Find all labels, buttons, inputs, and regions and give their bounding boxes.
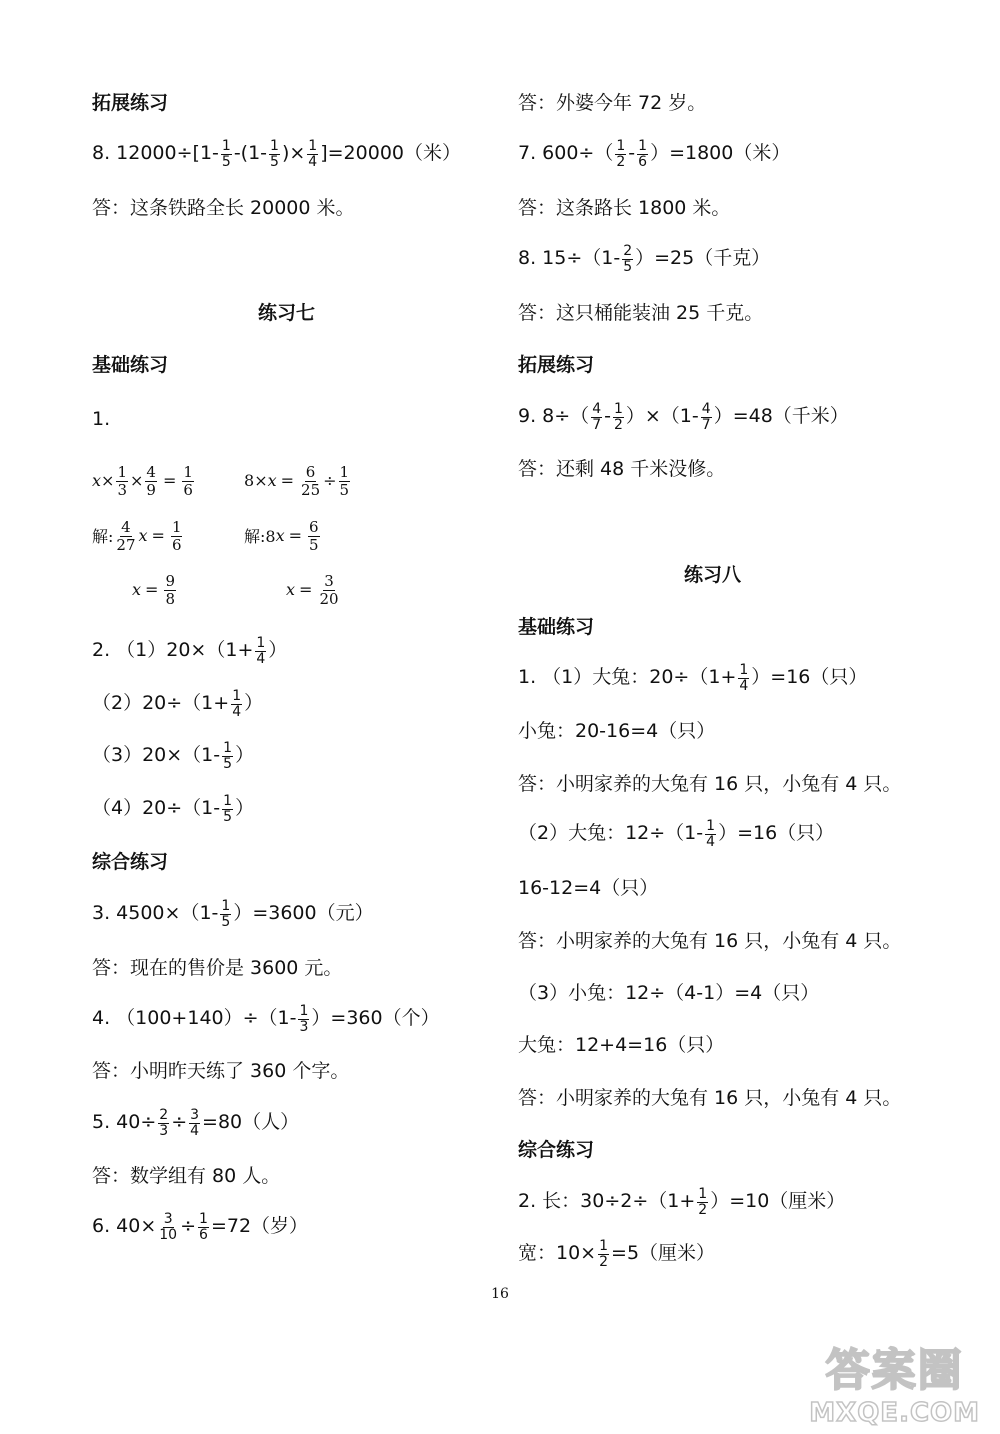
watermark-logo-text: 答案圈 xyxy=(825,1345,964,1396)
section-heading-basic: 基础练习 xyxy=(518,616,595,638)
equation-solution-1a: 解: $\frac{4}{27}$ x = $\frac{1}{6}$ xyxy=(92,517,182,554)
question-4-expression: 4. （100+140）÷（1- $\frac{1}{3}$ ）=360（个） xyxy=(92,1002,440,1035)
fraction: $\frac{3}{4}$ xyxy=(190,1106,200,1139)
fraction: $\frac{1}{6}$ xyxy=(183,462,193,499)
watermark-logo xyxy=(809,1334,980,1428)
exercise-8-title: 练习八 xyxy=(684,564,742,586)
rabbit-question-3: （3）小兔：12÷（4-1）=4（只） xyxy=(518,982,820,1004)
answer-9: 答：还剩 48 千米没修。 xyxy=(518,458,726,480)
equation-result-1a: x = $\frac{9}{8}$ xyxy=(132,571,175,608)
answer-3: 答：现在的售价是 3600 元。 xyxy=(92,957,343,979)
answer-8: 答：这条铁路全长 20000 米。 xyxy=(92,197,355,219)
expr-text: -(1- xyxy=(233,142,268,164)
fraction: $\frac{1}{5}$ xyxy=(221,137,231,170)
question-5-expression: 5. 40÷ $\frac{2}{3}$ ÷ $\frac{3}{4}$ =80（人） xyxy=(92,1106,300,1139)
fraction: $\frac{4}{7}$ xyxy=(701,400,711,433)
fraction: $\frac{4}{27}$ xyxy=(116,517,136,554)
equation-1b: 8 × x = $\frac{6}{25}$ ÷ $\frac{1}{5}$ xyxy=(244,462,350,499)
fraction: $\frac{1}{4}$ xyxy=(308,137,318,170)
fraction: $\frac{3}{20}$ xyxy=(319,571,339,608)
fraction: $\frac{1}{2}$ xyxy=(613,400,623,433)
fraction: $\frac{3}{10}$ xyxy=(159,1210,178,1243)
question-2-part-2: （2）20÷（1+ $\frac{1}{4}$ ） xyxy=(92,687,264,720)
section-heading-comprehensive: 综合练习 xyxy=(518,1139,595,1161)
rabbit-small-2: 16-12=4（只） xyxy=(518,877,659,899)
answer-5: 答：数学组有 80 人。 xyxy=(92,1165,281,1187)
rabbit-small-1: 小兔：20-16=4（只） xyxy=(518,720,716,742)
equation-result-1b: x = $\frac{3}{20}$ xyxy=(286,571,339,608)
fraction: $\frac{1}{4}$ xyxy=(706,817,716,850)
fraction: $\frac{6}{25}$ xyxy=(301,462,321,499)
question-2-part-3: （3）20×（1- $\frac{1}{5}$ ） xyxy=(92,739,255,772)
fraction: $\frac{1}{2}$ xyxy=(698,1185,708,1218)
question-8-expression xyxy=(92,137,461,170)
expr-text: 8. 12000÷[1- xyxy=(92,142,219,164)
equation-solution-1b: 解:8 x = $\frac{6}{5}$ xyxy=(244,517,319,554)
fraction: $\frac{1}{2}$ xyxy=(599,1237,609,1270)
page-number: 16 xyxy=(491,1286,509,1302)
question-7-expression: 7. 600÷（ $\frac{1}{2}$ - $\frac{1}{6}$ ）=1800（米） xyxy=(518,137,791,170)
fraction: $\frac{4}{9}$ xyxy=(146,462,156,499)
expr-text: ]=20000（米） xyxy=(320,142,461,164)
rabbit-answer-3: 答：小明家养的大兔有 16 只，小兔有 4 只。 xyxy=(518,1087,902,1109)
answer-8-right: 答：这只桶能装油 25 千克。 xyxy=(518,302,764,324)
expr-text: )× xyxy=(281,142,306,164)
fraction: $\frac{1}{6}$ xyxy=(171,517,182,554)
fraction: $\frac{1}{3}$ xyxy=(299,1002,309,1035)
fraction: $\frac{1}{5}$ xyxy=(270,137,279,170)
fraction: $\frac{1}{5}$ xyxy=(223,739,233,772)
question-2-width: 宽：10× $\frac{1}{2}$ =5（厘米） xyxy=(518,1237,716,1270)
fraction: $\frac{6}{5}$ xyxy=(309,517,319,554)
rabbit-answer-1: 答：小明家养的大兔有 16 只，小兔有 4 只。 xyxy=(518,773,902,795)
answer-7: 答：这条路长 1800 米。 xyxy=(518,197,731,219)
fraction: $\frac{1}{2}$ xyxy=(616,137,626,170)
question-6-expression: 6. 40× $\frac{3}{10}$ ÷ $\frac{1}{6}$ =72（岁） xyxy=(92,1210,309,1243)
fraction: $\frac{2}{3}$ xyxy=(159,1106,169,1139)
question-2-part-4: （4）20÷（1- $\frac{1}{5}$ ） xyxy=(92,792,255,825)
fraction: $\frac{1}{4}$ xyxy=(739,661,749,694)
exercise-7-title: 练习七 xyxy=(258,302,316,324)
fraction: $\frac{1}{4}$ xyxy=(256,634,266,667)
question-8-right-expression: 8. 15÷（1- $\frac{2}{5}$ ）=25（千克） xyxy=(518,242,771,275)
section-heading-comprehensive: 综合练习 xyxy=(92,851,169,873)
fraction: $\frac{1}{5}$ xyxy=(221,897,231,930)
question-2-part-1: 2. （1）20×（1+ $\frac{1}{4}$ ） xyxy=(92,634,288,667)
section-heading-extension: 拓展练习 xyxy=(518,354,595,376)
fraction: $\frac{1}{3}$ xyxy=(117,462,127,499)
question-9-expression: 9. 8÷（ $\frac{4}{7}$ - $\frac{1}{2}$ ）×（1- $\frac{4}{7}$ ）=48（千米） xyxy=(518,400,849,433)
question-1-label: 1. xyxy=(92,408,111,430)
fraction: $\frac{2}{5}$ xyxy=(623,242,633,275)
answer-4: 答：小明昨天练了 360 个字。 xyxy=(92,1060,350,1082)
fraction: $\frac{1}{6}$ xyxy=(638,137,648,170)
rabbit-question-1: 1. （1）大兔：20÷（1+ $\frac{1}{4}$ ）=16（只） xyxy=(518,661,868,694)
rabbit-question-2: （2）大兔：12÷（1- $\frac{1}{4}$ ）=16（只） xyxy=(518,817,835,850)
rabbit-big-3: 大兔：12+4=16（只） xyxy=(518,1034,725,1056)
fraction: $\frac{4}{7}$ xyxy=(592,400,602,433)
section-heading-extension: 拓展练习 xyxy=(92,92,169,114)
fraction: $\frac{1}{4}$ xyxy=(232,687,242,720)
fraction: $\frac{1}{5}$ xyxy=(339,462,350,499)
watermark-url: MXQE.COM xyxy=(809,1398,980,1428)
fraction: $\frac{1}{6}$ xyxy=(199,1210,208,1243)
equation-1a: x × $\frac{1}{3}$ × $\frac{4}{9}$ = $\frac{1}{6}$ xyxy=(92,462,193,499)
question-3-expression: 3. 4500×（1- $\frac{1}{5}$ ）=3600（元） xyxy=(92,897,374,930)
answer-6: 答：外婆今年 72 岁。 xyxy=(518,92,707,114)
rabbit-answer-2: 答：小明家养的大兔有 16 只，小兔有 4 只。 xyxy=(518,930,902,952)
fraction: $\frac{1}{5}$ xyxy=(223,792,233,825)
question-2-length: 2. 长：30÷2÷（1+ $\frac{1}{2}$ ）=10（厘米） xyxy=(518,1185,846,1218)
section-heading-basic: 基础练习 xyxy=(92,354,169,376)
fraction: $\frac{9}{8}$ xyxy=(165,571,175,608)
